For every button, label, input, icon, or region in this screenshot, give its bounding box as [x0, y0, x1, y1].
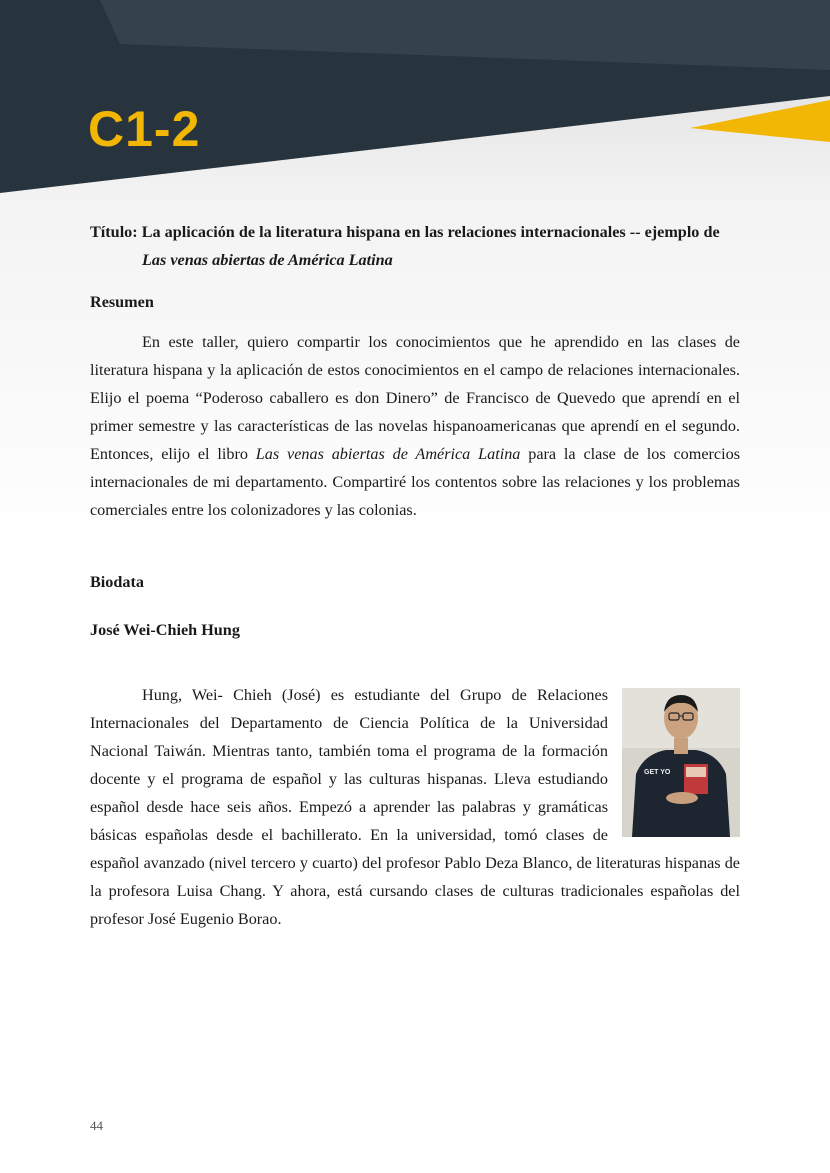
- photo-shirt-text: GET YO: [644, 769, 671, 776]
- title-block: [90, 218, 750, 274]
- resumen-text-after: para la clase de los comercios internacionales de mi departamento. Compartiré los contentos sobre las relaciones y los problemas comerciales entre los colonizadores y las colonias.: [90, 445, 741, 519]
- biodata-text: Hung, Wei- Chieh (José) es estudiante del Grupo de Relaciones Internacionales del Departamento de Ciencia Política de la Universidad Nacional Taiwán. Mientras tanto, también toma el programa de la formación docente y el programa de español y las culturas hispanas. Lleva estudiando español desde hace seis años. Empezó a aprender las palabras y gramáticas básicas españolas desde el bachillerato. En la universidad, tomó clases de español avanzado (nivel tercero y cuarto) del profesor Pablo Deza Blanco, de literaturas hispanas de la profesora Luisa Chang. Y ahora, está cursando clases de culturas tradicionales españolas del profesor José Eugenio Borao.: [90, 686, 740, 928]
- resumen-text-before: En este taller, quiero compartir los conocimientos que he aprendido en las clases de literatura hispana y la aplicación de estos conocimientos en el campo de relaciones internacionales. Elijo el poema “Poderoso caballero es don Dinero” de Francisco de Quevedo que aprendí en el primer semestre y las características de las novelas hispanoamericanas que aprendí en el segundo. Entonces, elijo el libro: [90, 333, 740, 463]
- biodata-section: [90, 681, 740, 933]
- author-photo: [622, 688, 740, 837]
- title-text: La aplicación de la literatura hispana en las relaciones internacionales -- ejemplo de: [141, 223, 720, 241]
- resumen-paragraph: [90, 328, 740, 524]
- resumen-heading: Resumen: [90, 293, 154, 311]
- resumen-book: Las venas abiertas de América Latina: [255, 445, 521, 463]
- title-book: Las venas abiertas de América Latina: [142, 251, 393, 269]
- biodata-heading: Biodata: [90, 573, 144, 591]
- page-number: 44: [90, 1118, 103, 1133]
- section-code: C1-2: [88, 101, 201, 157]
- biodata-name: José Wei-Chieh Hung: [90, 621, 240, 639]
- title-label: Título:: [90, 223, 138, 241]
